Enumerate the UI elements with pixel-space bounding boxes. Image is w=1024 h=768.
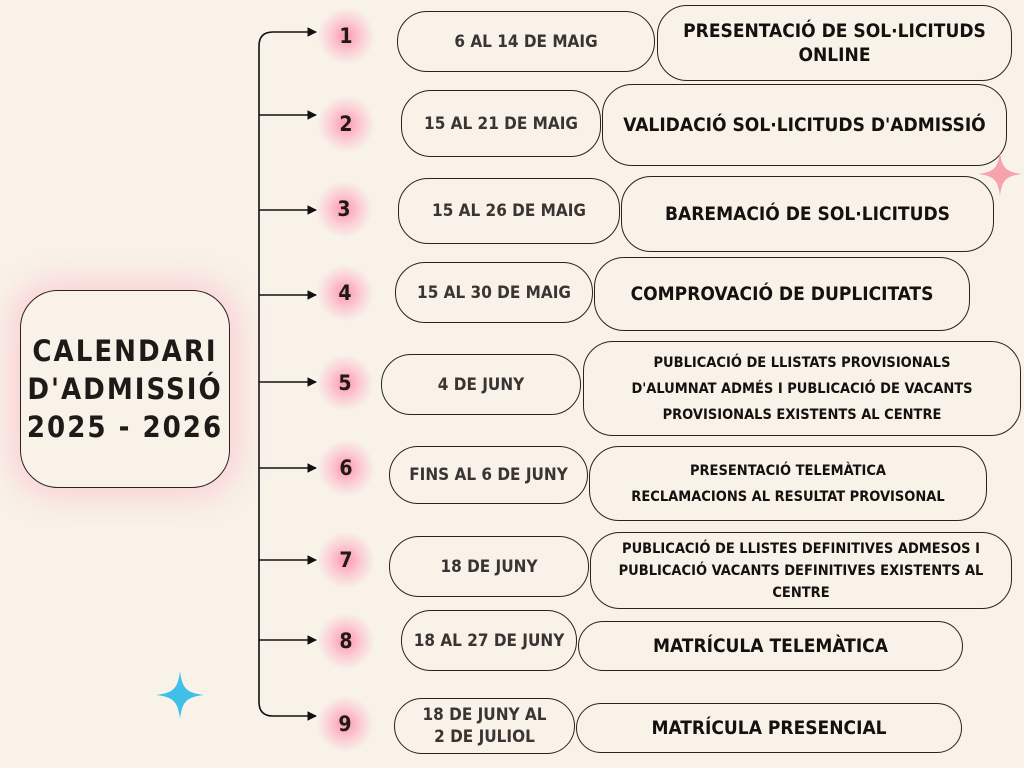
calendar-title-box — [20, 290, 230, 488]
step-date-2 — [401, 90, 601, 157]
step-activity-7-line-3: CENTRE — [772, 584, 830, 601]
title-line-2: D'ADMISSIÓ — [27, 372, 223, 406]
step-activity-8-line-1: MATRÍCULA TELEMÀTICA — [653, 635, 888, 657]
step-activity-6-line-1: PRESENTACIÓ TELEMÀTICA — [689, 462, 887, 479]
step-activity-2-line-1: VALIDACIÓ SOL·LICITUDS D'ADMISSIÓ — [623, 114, 986, 136]
step-date-9 — [394, 698, 575, 754]
step-activity-1-line-2: ONLINE — [798, 44, 871, 66]
step-date-5-text: 4 DE JUNY — [437, 374, 525, 395]
step-activity-1 — [657, 5, 1012, 81]
sparkle-pink-icon — [976, 150, 1024, 198]
step-activity-5-line-2: D'ALUMNAT ADMÉS I PUBLICACIÓ DE VACANTS — [631, 380, 973, 397]
step-date-8-text: 18 AL 27 DE JUNY — [413, 630, 565, 651]
step-activity-1-line-1: PRESENTACIÓ DE SOL·LICITUDS — [683, 20, 986, 42]
step-date-2-text: 15 AL 21 DE MAIG — [424, 113, 578, 134]
step-number-5: 5 — [317, 355, 373, 411]
step-date-7 — [389, 536, 589, 597]
step-date-4 — [395, 262, 593, 323]
step-date-9-line-1: 18 DE JUNY AL — [422, 705, 547, 725]
step-activity-4-line-1: COMPROVACIÓ DE DUPLICITATS — [630, 283, 934, 305]
step-number-4: 4 — [317, 265, 373, 321]
step-date-8 — [401, 610, 577, 671]
step-activity-5-line-3: PROVISIONALS EXISTENTS AL CENTRE — [662, 406, 942, 423]
step-date-5 — [381, 354, 581, 415]
step-date-1 — [397, 11, 655, 72]
step-number-9: 9 — [317, 696, 373, 752]
step-date-9-line-2: 2 DE JULIOL — [434, 727, 535, 747]
step-date-4-text: 15 AL 30 DE MAIG — [417, 282, 571, 303]
step-activity-5 — [583, 341, 1021, 436]
step-activity-3-line-1: BAREMACIÓ DE SOL·LICITUDS — [665, 203, 950, 225]
step-date-3 — [398, 178, 620, 244]
step-date-6 — [389, 446, 588, 504]
step-activity-6-line-2: RECLAMACIONS AL RESULTAT PROVISONAL — [631, 488, 945, 505]
title-line-3: 2025 - 2026 — [26, 410, 224, 444]
title-line-1: CALENDARI — [32, 334, 218, 368]
step-date-1-text: 6 AL 14 DE MAIG — [454, 31, 598, 52]
step-activity-7-line-2: PUBLICACIÓ VACANTS DEFINITIVES EXISTENTS AL — [618, 562, 984, 579]
sparkle-blue-icon — [154, 669, 206, 721]
step-activity-3 — [621, 176, 994, 252]
step-activity-9 — [576, 703, 962, 753]
step-number-7: 7 — [318, 532, 374, 588]
step-activity-4 — [594, 257, 970, 331]
step-activity-7-line-1: PUBLICACIÓ DE LLISTES DEFINITIVES ADMESOS I — [622, 540, 980, 557]
step-number-3: 3 — [316, 181, 372, 237]
step-activity-6 — [589, 446, 987, 521]
bracket-spine — [259, 32, 273, 716]
step-date-7-text: 18 DE JUNY — [440, 556, 538, 577]
step-date-3-text: 15 AL 26 DE MAIG — [432, 201, 586, 221]
step-activity-5-line-1: PUBLICACIÓ DE LLISTATS PROVISIONALS — [653, 354, 951, 371]
step-number-2: 2 — [318, 96, 374, 152]
step-activity-7 — [590, 532, 1012, 609]
step-number-8: 8 — [318, 613, 374, 669]
step-number-1: 1 — [318, 8, 374, 64]
step-number-6: 6 — [318, 440, 374, 496]
step-activity-2 — [602, 84, 1007, 166]
step-activity-9-line-1: MATRÍCULA PRESENCIAL — [651, 717, 887, 739]
step-activity-8 — [578, 621, 963, 671]
step-date-6-text: FINS AL 6 DE JUNY — [409, 465, 568, 485]
